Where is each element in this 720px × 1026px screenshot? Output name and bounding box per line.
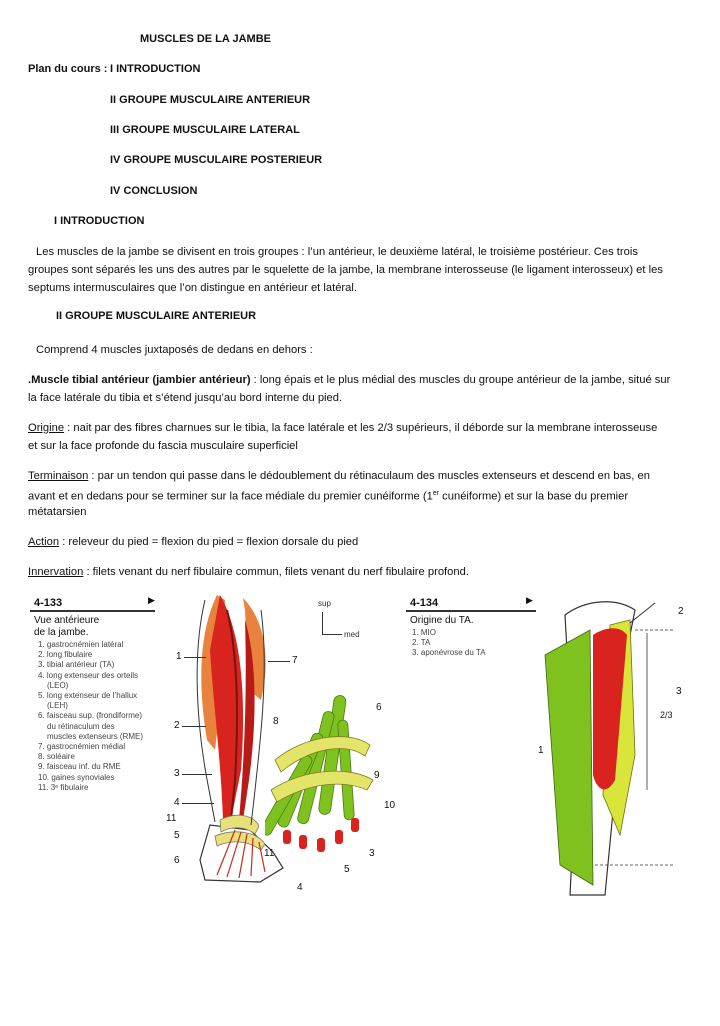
legend-item: 4. long extenseur des orteils (38, 670, 139, 680)
fig1-number: 4-133 (34, 597, 63, 609)
legend-item: muscles extenseurs (RME) (47, 731, 144, 741)
legend-item: 6. faisceau sup. (frondiforme) (38, 711, 143, 721)
anterior-heading: II GROUPE MUSCULAIRE ANTERIEUR (56, 310, 257, 322)
legend-item: 2. TA (412, 638, 431, 648)
origine-line-1 (28, 419, 693, 437)
leg-callout-4: 4 (174, 797, 180, 808)
plan-item-4: IV GROUPE MUSCULAIRE POSTERIEUR (110, 154, 323, 166)
orientation-med: med (344, 630, 360, 639)
action-text: : releveur du pied = flexion du pied = flexion dorsale du pied (59, 536, 359, 548)
fig2-header-rule (406, 610, 536, 612)
plan-label: Plan du cours : (28, 63, 108, 75)
legend-item: 11. 3ᵉ fibulaire (38, 782, 89, 792)
red-muscle-tibialis (210, 595, 243, 820)
orientation-horizontal (322, 634, 342, 635)
leg-callout-6: 6 (174, 855, 180, 866)
muscle-desc-1: : long épais et le plus médial des muscles du groupe antérieur de la jambe, situé sur (250, 374, 671, 386)
legend-item: 5. long extenseur de l’hallux (38, 691, 138, 701)
action-label: Action (28, 536, 60, 548)
origine-text-1: : nait par des fibres charnues sur le tibia, la face latérale et les 2/3 supérieurs, il déborde sur la membrane interosseuse (64, 422, 658, 434)
fig2-arrow-icon: ▶ (526, 595, 533, 605)
legend-item: du rétinaculum des (47, 721, 115, 731)
leg-callout-7: 7 (292, 655, 298, 666)
fig1-caption-2: de la jambe. (34, 627, 89, 638)
legend-item: 3. tibial antérieur (TA) (38, 660, 115, 670)
detail-callout-5: 5 (344, 864, 350, 875)
fig1-caption-1: Vue antérieure (34, 615, 100, 626)
legend-item: 9. faisceau inf. du RME (38, 762, 121, 772)
action-line (28, 533, 693, 551)
legend-item: 1. MIO (412, 628, 437, 637)
muscle-line-2: la face latérale du tibia et s’étend jusqu’au bord interne du pied. (28, 392, 343, 404)
origine-line-2: et sur la face profonde du fascia musculaire superficiel (28, 440, 298, 452)
tibia-fraction-label: 2/3 (660, 710, 673, 720)
terminaison-text-2a: avant et en dedans pour se terminer sur la face médiale du premier cunéiforme (1 (28, 490, 433, 503)
plan-item-3: III GROUPE MUSCULAIRE LATERAL (110, 124, 300, 136)
page-title: MUSCLES DE LA JAMBE (140, 33, 271, 45)
legend-item: 1. gastrocnémien latéral (38, 640, 124, 649)
terminaison-line-3: métatarsien (28, 506, 87, 518)
leg-callout-1-line (184, 657, 206, 658)
green-membrane (545, 630, 593, 885)
tibia-callout-3: 3 (676, 686, 682, 697)
leg-callout-4-line (182, 803, 214, 804)
innervation-label: Innervation (28, 566, 84, 578)
leg-callout-3-line (182, 774, 212, 775)
terminaison-line-1 (28, 467, 693, 485)
terminaison-text-2b: cunéiforme) et sur la base du premier (439, 490, 629, 503)
fig2-caption: Origine du TA. (410, 615, 474, 626)
tibia-callout-1: 1 (538, 745, 544, 756)
terminaison-label: Terminaison (28, 470, 89, 482)
fig1-arrow-icon: ▶ (148, 595, 155, 605)
leg-callout-2-line (182, 726, 206, 727)
legend-item: (LEH) (47, 701, 68, 711)
intro-line-2: groupes sont séparés les uns des autres par le squelette de la jambe, la membrane interosseuse (le ligament interosseux) et les (28, 264, 663, 276)
legend-item: 7. gastrocnémien médial (38, 742, 126, 752)
fig1-legend (38, 640, 143, 793)
legend-item: 2. long fibulaire (38, 650, 93, 660)
legend-item: 10. gaines synoviales (38, 772, 115, 782)
intro-heading: I INTRODUCTION (54, 215, 145, 227)
tibia-origin-illustration (535, 595, 685, 905)
leg-callout-8: 8 (273, 716, 279, 727)
fig2-legend (412, 628, 486, 659)
red-tendon-tips (283, 818, 359, 852)
leg-callout-3: 3 (174, 768, 180, 779)
muscle-title: .Muscle tibial antérieur (jambier antérieur) (28, 374, 251, 386)
leg-callout-7-line (268, 661, 290, 662)
anterior-lead: Comprend 4 muscles juxtaposés de dedans en dehors : (36, 344, 313, 356)
leg-callout-1: 1 (176, 651, 182, 662)
detail-callout-10: 10 (384, 800, 396, 811)
legend-item: 8. soléaire (38, 752, 75, 762)
fig2-number: 4-134 (410, 597, 439, 609)
tibia-callout-2: 2 (678, 606, 684, 617)
intro-line-3: septums intermusculaires que l’on distingue en antérieur et latéral. (28, 282, 357, 294)
leg-callout-2: 2 (174, 720, 180, 731)
tendon-detail-illustration (265, 690, 385, 860)
muscle-line-1 (28, 371, 693, 389)
orientation-vertical (322, 612, 323, 634)
legend-item: 3. aponévrose du TA (412, 648, 486, 658)
leg-callout-11: 11 (166, 813, 177, 824)
leg-callout-5: 5 (174, 830, 180, 841)
plan-item-2: II GROUPE MUSCULAIRE ANTERIEUR (110, 94, 311, 106)
plan-item-5: IV CONCLUSION (110, 185, 198, 197)
detail-callout-11: 11 (264, 848, 275, 859)
origine-label: Origine (28, 422, 65, 434)
terminaison-sup: er (432, 490, 440, 497)
intro-line-1: Les muscles de la jambe se divisent en trois groupes : l’un antérieur, le deuxième latéral, le troisième postérieur. Ces trois (36, 246, 638, 258)
innervation-line (28, 563, 693, 581)
orientation-sup: sup (318, 599, 331, 608)
detail-callout-3: 3 (369, 848, 375, 859)
detail-callout-4: 4 (297, 882, 303, 893)
plan-item-1: I INTRODUCTION (110, 63, 201, 75)
detail-callout-9: 9 (374, 770, 380, 781)
innervation-text: : filets venant du nerf fibulaire commun, filets venant du nerf fibulaire profond. (83, 566, 469, 578)
fig1-header-rule (30, 610, 155, 612)
detail-callout-6: 6 (376, 702, 382, 713)
terminaison-text-1: : par un tendon qui passe dans le dédoublement du rétinaculaum des muscles extenseurs et descend en bas, en (88, 470, 650, 482)
legend-item: (LEO) (47, 680, 69, 690)
